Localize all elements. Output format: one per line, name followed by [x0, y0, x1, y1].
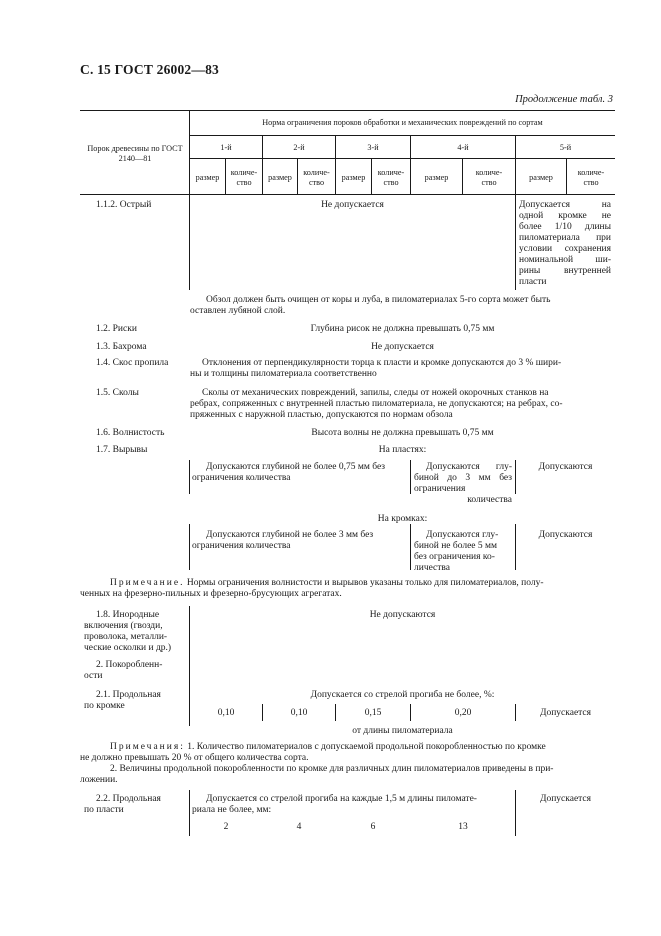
- note-bow: Примечания: 1. Количество пиломатериалов с допускаемой продольной покоробленностью по кромке не должно превышать 20 % от общего количества сорта. 2. Величины продольной покоробленности по кромке для различных длин пиломатериалов приведены в при- ложении.: [80, 742, 554, 785]
- edges-grade-4: Допускаются глу- биной не более 5 мм без ограничения ко- личества: [414, 530, 499, 573]
- grade-2-header: 2-й: [293, 143, 305, 152]
- quantity-header: количе- ство: [303, 168, 330, 187]
- row-label-1-5: 1.5. Сколы: [96, 388, 139, 398]
- grade-1-header: 1-й: [220, 143, 232, 152]
- quantity-header: количе- ство: [230, 168, 258, 187]
- row-value-1-3: Не допускается: [371, 342, 434, 352]
- grade-3-header: 3-й: [367, 143, 379, 152]
- table-continuation-label: Продолжение табл. 3: [515, 94, 613, 105]
- grade-4-header: 4-й: [457, 143, 469, 152]
- row-label-2: 2. Покоробленн- ости: [84, 660, 163, 681]
- row-label-2-1: 2.1. Продольная по кромке: [84, 690, 161, 711]
- row-value-1-8: Не допускаются: [369, 610, 436, 620]
- header-norm-title: Норма ограничения пороков обработки и механических повреждений по сортам: [262, 118, 543, 127]
- face-bow-value-grade-4: 13: [458, 822, 468, 832]
- row-label-1-8: 1.8. Инородные включения (гвозди, проволока, металли- ческие осколки и др.): [84, 610, 172, 653]
- quantity-header: количе- ство: [577, 168, 605, 187]
- row-value-1-6: Высота волны не должна превышать 0,75 мм: [311, 428, 494, 438]
- row-label-2-2: 2.2. Продольная по пласти: [84, 794, 161, 815]
- row-1-1-2-grade5-note: Допускается на одной кромке не более 1/10 длины пиломатериала при условии сохранения номинальной ши- рины внутренней пласти: [519, 200, 611, 287]
- size-header: размер: [424, 173, 449, 182]
- vyryvy-divider-e: [410, 524, 411, 570]
- grade-5-header: 5-й: [559, 143, 572, 152]
- vyryvy-divider-b: [410, 460, 411, 494]
- header-rule-1: [190, 135, 615, 136]
- bow-value-grade-5: Допускается: [539, 708, 592, 718]
- row-value-1-5: Сколы от механических повреждений, запилы, следы от ножей окорочных станков на ребрах, сопряженных с внутренней пластью пиломатериала, не допускаются; на ребрах, со- пряженных с наружной пластью, допускаются по нормам обзола: [190, 388, 563, 420]
- bow-value-grade-1: 0,10: [217, 708, 235, 718]
- row-value-1-1-2: Не допускается: [321, 200, 384, 210]
- faces-grade-5: Допускаются: [538, 462, 593, 472]
- face-bow-value-grade-1: 2: [223, 822, 229, 832]
- body-divider-grade5: [515, 194, 516, 290]
- face-bow-value-grade-3: 6: [370, 822, 376, 832]
- row-label-1-6: 1.6. Волнистость: [96, 428, 165, 438]
- bow-value-grade-2: 0,10: [290, 708, 308, 718]
- table-top-rule: [80, 110, 615, 111]
- header-defect-column: Порок древесины по ГОСТ 2140—81: [87, 144, 183, 163]
- note-waviness: Примечание. Нормы ограничения волнистости и вырывов указаны только для пиломатериалов, полу- ченных на фрезерно-пильных и фрезерно-брусующих агрегатах.: [80, 578, 544, 599]
- faces-grades-1-3: Допускаются глубиной не более 0,75 мм без ограничения количества: [192, 462, 386, 483]
- row-label-1-7: 1.7. Вырывы: [96, 445, 148, 455]
- header-bottom-rule: [80, 194, 615, 195]
- edges-subheading: На кромках:: [377, 514, 428, 524]
- size-header: размер: [195, 173, 220, 182]
- page-header: С. 15 ГОСТ 26002—83: [80, 62, 219, 77]
- face-bow-value-grade-2: 4: [296, 822, 302, 832]
- bow-value-grade-4: 0,20: [454, 708, 472, 718]
- bow-value-grade-3: 0,15: [364, 708, 382, 718]
- quantity-header: количе- ство: [377, 168, 405, 187]
- row-label-1-1-2: 1.1.2. Острый: [96, 200, 152, 210]
- header-rule-2: [190, 158, 615, 159]
- quantity-header: количе- ство: [475, 168, 503, 187]
- obzol-note: Обзол должен быть очищен от коры и луба, в пиломатериалах 5-го сорта может быть оставлен лубяной слой.: [190, 295, 551, 316]
- edges-grades-1-3: Допускаются глубиной не более 3 мм без ограничения количества: [192, 530, 374, 551]
- row-2-1-footer: от длины пиломатериала: [352, 726, 453, 736]
- note-heading: Примечания:: [110, 742, 185, 752]
- row-label-1-4: 1.4. Скос пропила: [96, 358, 169, 368]
- faces-grade-4: Допускаются глу- биной до 3 мм без ограничения количества: [414, 462, 512, 505]
- row-2-2-grade5: Допускается: [539, 794, 592, 804]
- faces-subheading: На пластях:: [378, 445, 427, 455]
- size-header: размер: [341, 173, 366, 182]
- row-value-1-4: Отклонения от перпендикулярности торца к пласти и кромке допускаются до 3 % шири- ны и толщины пиломатериала соответственно: [190, 358, 562, 379]
- note-heading: Примечание.: [110, 578, 185, 588]
- vyryvy-divider-a: [189, 460, 190, 494]
- vyryvy-divider-d: [189, 524, 190, 570]
- row-label-1-3: 1.3. Бахрома: [96, 342, 147, 352]
- row-value-1-2: Глубина рисок не должна превышать 0,75 мм: [310, 324, 495, 334]
- size-header: размер: [268, 173, 292, 182]
- edges-grade-5: Допускаются: [538, 530, 593, 540]
- row-label-1-2: 1.2. Риски: [96, 324, 137, 334]
- size-header: размер: [529, 173, 553, 182]
- row-2-2-intro: Допускается со стрелой прогиба на каждые 1,5 м длины пиломате- риала не более, мм:: [192, 794, 477, 815]
- row-2-1-intro: Допускается со стрелой прогиба не более, %:: [310, 690, 495, 700]
